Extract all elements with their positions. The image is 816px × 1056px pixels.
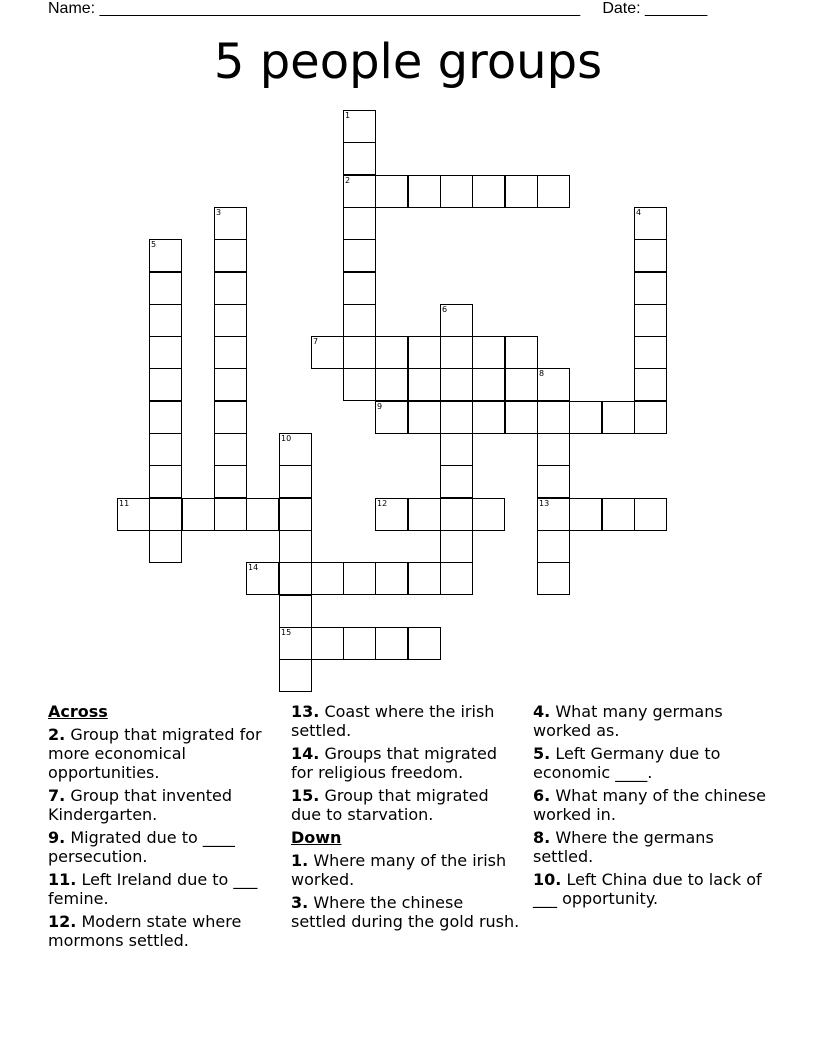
grid-cell[interactable] xyxy=(279,595,312,628)
grid-cell[interactable] xyxy=(149,336,182,369)
grid-cell[interactable] xyxy=(440,175,473,208)
grid-cell[interactable] xyxy=(472,498,505,531)
grid-cell[interactable] xyxy=(375,562,408,595)
grid-cell[interactable] xyxy=(214,239,247,272)
grid-cell[interactable] xyxy=(117,498,150,531)
clue-across-15: 15. Group that migrated due to starvation. xyxy=(291,786,489,824)
grid-cell[interactable] xyxy=(343,207,376,240)
grid-cell[interactable] xyxy=(149,465,182,498)
grid-cell[interactable] xyxy=(279,498,312,531)
grid-cell[interactable] xyxy=(214,498,247,531)
clues-column-3 xyxy=(533,702,773,912)
date-label: Date: xyxy=(602,0,641,17)
grid-cell[interactable] xyxy=(311,627,344,660)
grid-cell[interactable] xyxy=(375,401,408,434)
clues-column-2 xyxy=(291,702,523,935)
grid-cell[interactable] xyxy=(505,401,538,434)
grid-cell[interactable] xyxy=(505,336,538,369)
grid-cell[interactable] xyxy=(408,401,441,434)
grid-cell[interactable] xyxy=(246,498,279,531)
name-line[interactable]: ______________________________________________________ xyxy=(99,0,581,17)
down-heading: Down xyxy=(291,828,342,847)
grid-cell[interactable] xyxy=(537,465,570,498)
grid-cell[interactable] xyxy=(214,401,247,434)
grid-cell[interactable] xyxy=(343,336,376,369)
clue-down-1: 1. Where many of the irish worked. xyxy=(291,851,507,889)
clue-across-12: 12. Modern state where mormons settled. xyxy=(48,912,242,950)
grid-cell[interactable] xyxy=(634,336,667,369)
grid-cell[interactable] xyxy=(343,110,376,143)
grid-cell[interactable] xyxy=(408,498,441,531)
grid-cell[interactable] xyxy=(569,401,602,434)
grid-cell[interactable] xyxy=(214,433,247,466)
grid-cell[interactable] xyxy=(408,368,441,401)
grid-cell[interactable] xyxy=(472,368,505,401)
grid-cell[interactable] xyxy=(214,336,247,369)
grid-cell[interactable] xyxy=(602,401,635,434)
grid-cell[interactable] xyxy=(149,272,182,305)
grid-cell[interactable] xyxy=(408,175,441,208)
clue-number: 13 xyxy=(539,499,550,508)
grid-cell[interactable] xyxy=(472,401,505,434)
grid-cell[interactable] xyxy=(375,175,408,208)
grid-cell[interactable] xyxy=(634,368,667,401)
grid-cell[interactable] xyxy=(634,272,667,305)
grid-cell[interactable] xyxy=(375,336,408,369)
grid-cell[interactable] xyxy=(343,627,376,660)
clue-number: 12 xyxy=(377,499,388,508)
grid-cell[interactable] xyxy=(537,433,570,466)
grid-cell[interactable] xyxy=(149,368,182,401)
clue-number: 7 xyxy=(313,337,319,346)
clue-number: 2 xyxy=(345,176,351,185)
grid-cell[interactable] xyxy=(149,401,182,434)
grid-cell[interactable] xyxy=(505,368,538,401)
grid-cell[interactable] xyxy=(343,239,376,272)
clue-number: 15 xyxy=(281,628,292,637)
grid-cell[interactable] xyxy=(505,175,538,208)
grid-cell[interactable] xyxy=(182,498,215,531)
clue-across-2: 2. Group that migrated for more economical opportunities. xyxy=(48,725,262,782)
grid-cell[interactable] xyxy=(149,433,182,466)
grid-cell[interactable] xyxy=(375,368,408,401)
grid-cell[interactable] xyxy=(375,498,408,531)
grid-cell[interactable] xyxy=(279,530,312,563)
grid-cell[interactable] xyxy=(149,498,182,531)
grid-cell[interactable] xyxy=(343,175,376,208)
grid-cell[interactable] xyxy=(634,401,667,434)
grid-cell[interactable] xyxy=(634,239,667,272)
clue-down-10: 10. Left China due to lack of ___ opportunity. xyxy=(533,870,762,908)
grid-cell[interactable] xyxy=(440,304,473,337)
grid-cell[interactable] xyxy=(634,207,667,240)
clue-number: 5 xyxy=(151,240,157,249)
clue-down-4: 4. What many germans worked as. xyxy=(533,702,723,740)
grid-cell[interactable] xyxy=(440,336,473,369)
clue-across-9: 9. Migrated due to ____ persecution. xyxy=(48,828,235,866)
grid-cell[interactable] xyxy=(214,465,247,498)
grid-cell[interactable] xyxy=(537,530,570,563)
grid-cell[interactable] xyxy=(343,272,376,305)
grid-cell[interactable] xyxy=(440,368,473,401)
grid-cell[interactable] xyxy=(408,562,441,595)
grid-cell[interactable] xyxy=(375,627,408,660)
clue-down-5: 5. Left Germany due to economic ____. xyxy=(533,744,721,782)
grid-cell[interactable] xyxy=(408,627,441,660)
grid-cell[interactable] xyxy=(472,175,505,208)
grid-cell[interactable] xyxy=(440,498,473,531)
grid-cell[interactable] xyxy=(472,336,505,369)
grid-cell[interactable] xyxy=(537,498,570,531)
grid-cell[interactable] xyxy=(634,498,667,531)
grid-cell[interactable] xyxy=(408,336,441,369)
grid-cell[interactable] xyxy=(602,498,635,531)
grid-cell[interactable] xyxy=(214,272,247,305)
grid-cell[interactable] xyxy=(149,304,182,337)
name-label: Name: xyxy=(48,0,96,17)
clue-across-7: 7. Group that invented Kindergarten. xyxy=(48,786,232,824)
across-heading: Across xyxy=(48,702,108,721)
clue-number: 6 xyxy=(442,305,448,314)
date-line[interactable]: _______ xyxy=(645,0,708,17)
grid-cell[interactable] xyxy=(149,530,182,563)
grid-cell[interactable] xyxy=(214,368,247,401)
clue-number: 3 xyxy=(216,208,222,217)
grid-cell[interactable] xyxy=(440,530,473,563)
grid-cell[interactable] xyxy=(149,239,182,272)
clue-number: 4 xyxy=(636,208,642,217)
clue-number: 8 xyxy=(539,369,545,378)
grid-cell[interactable] xyxy=(343,562,376,595)
clue-down-3: 3. Where the chinese settled during the gold rush. xyxy=(291,893,520,931)
grid-cell[interactable] xyxy=(214,207,247,240)
grid-cell[interactable] xyxy=(537,401,570,434)
grid-cell[interactable] xyxy=(537,368,570,401)
clues-column-1 xyxy=(48,702,278,954)
grid-cell[interactable] xyxy=(440,562,473,595)
grid-cell[interactable] xyxy=(279,433,312,466)
clue-number: 14 xyxy=(248,563,259,572)
clue-number: 9 xyxy=(377,402,383,411)
clue-number: 1 xyxy=(345,111,351,120)
grid-cell[interactable] xyxy=(279,465,312,498)
clue-across-14: 14. Groups that migrated for religious freedom. xyxy=(291,744,497,782)
clue-down-8: 8. Where the germans settled. xyxy=(533,828,714,866)
grid-cell[interactable] xyxy=(440,401,473,434)
clue-across-13: 13. Coast where the irish settled. xyxy=(291,702,495,740)
grid-cell[interactable] xyxy=(440,465,473,498)
grid-cell[interactable] xyxy=(343,304,376,337)
grid-cell[interactable] xyxy=(537,562,570,595)
grid-cell[interactable] xyxy=(279,659,312,692)
grid-cell[interactable] xyxy=(569,498,602,531)
grid-cell[interactable] xyxy=(537,175,570,208)
grid-cell[interactable] xyxy=(311,336,344,369)
clue-across-11: 11. Left Ireland due to ___ femine. xyxy=(48,870,258,908)
clue-down-6: 6. What many of the chinese worked in. xyxy=(533,786,766,824)
clue-number: 10 xyxy=(281,434,292,443)
grid-cell[interactable] xyxy=(246,562,279,595)
grid-cell[interactable] xyxy=(311,562,344,595)
grid-cell[interactable] xyxy=(343,142,376,175)
grid-cell[interactable] xyxy=(440,433,473,466)
page-title: 5 people groups xyxy=(213,34,603,90)
grid-cell[interactable] xyxy=(214,304,247,337)
grid-cell[interactable] xyxy=(279,627,312,660)
grid-cell[interactable] xyxy=(343,368,376,401)
grid-cell[interactable] xyxy=(279,562,312,595)
clue-number: 11 xyxy=(119,499,130,508)
grid-cell[interactable] xyxy=(634,304,667,337)
